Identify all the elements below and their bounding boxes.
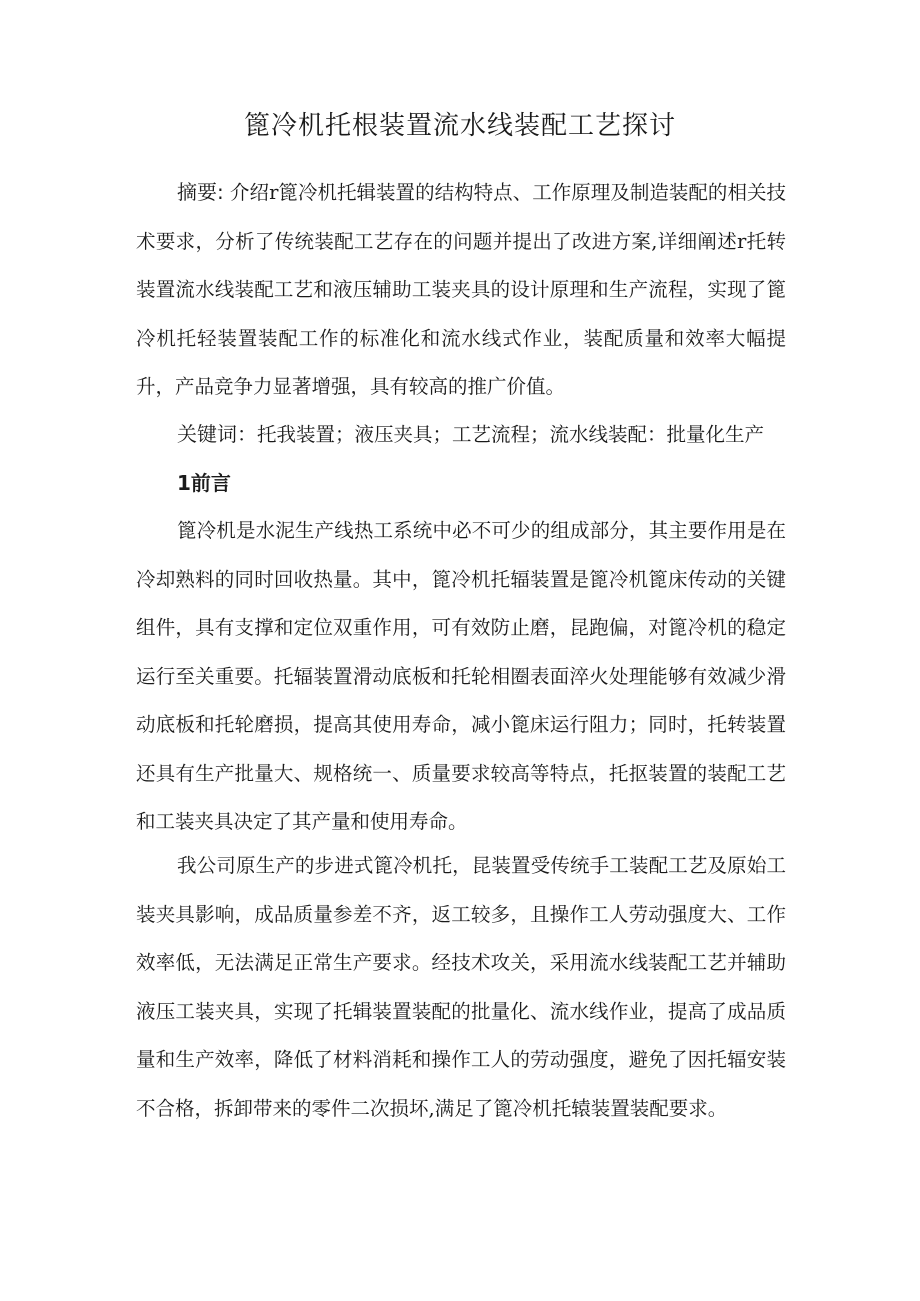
keywords-text: 托我装置；液压夹具；工艺流程；流水线装配：批量化生产	[257, 423, 765, 446]
section-heading-text: 1前言	[177, 471, 231, 495]
keywords-label: 关键词：	[177, 422, 257, 446]
abstract-label: 摘要:	[177, 180, 224, 204]
document-title: 篦冷机托根装置流水线装配工艺探讨	[243, 111, 676, 141]
abstract-text: 介绍r篦冷机托辑装置的结构特点、工作原理及制造装配的相关技术要求，分析了传统装配工艺存在的问题并提出了改进方案,详细阐述r托转装置流水线装配工艺和液压辅助工装夹具的设计原理和生产流程，实现了篦冷机托轻装置装配工作的标准化和流水线式作业，装配质量和效率大幅提升，产品竞争力显著增强，具有较高的推广价值。	[136, 181, 787, 398]
abstract-paragraph	[136, 168, 786, 412]
body-paragraph-1: 篦冷机是水泥生产线热工系统中必不可少的组成部分，其主要作用是在冷却熟料的同时回收热量。其中，篦冷机托辐装置是篦冷机篦床传动的关键组件，具有支撑和定位双重作用，可有效防止磨，昆跑偏，对篦冷机的稳定运行至关重要。托辐装置滑动底板和托轮相圈表面淬火处理能够有效减少滑动底板和托轮磨损，提高其使用寿命，减小篦床运行阻力；同时，托转装置还具有生产批量大、规格统一、质量要求较高等特点，托抠装置的装配工艺和工装夹具决定了其产量和使用寿命。	[136, 519, 786, 833]
section-heading	[136, 459, 827, 509]
keywords-paragraph	[136, 410, 786, 460]
body-paragraph-2: 我公司原生产的步进式篦冷机托，昆装置受传统手工装配工艺及原始工装夹具影响，成品质量参差不齐，返工较多，且操作工人劳动强度大、工作效率低，无法满足正常生产要求。经技术攻关，采用流水线装配工艺并辅助液压工装夹具，实现了托辑装置装配的批量化、流水线作业，提高了成品质量和生产效率，降低了材料消耗和操作工人的劳动强度，避免了因托辐安装不合格，拆卸带来的零件二次损坏,满足了篦冷机托辕装置装配要求。	[136, 854, 786, 1120]
